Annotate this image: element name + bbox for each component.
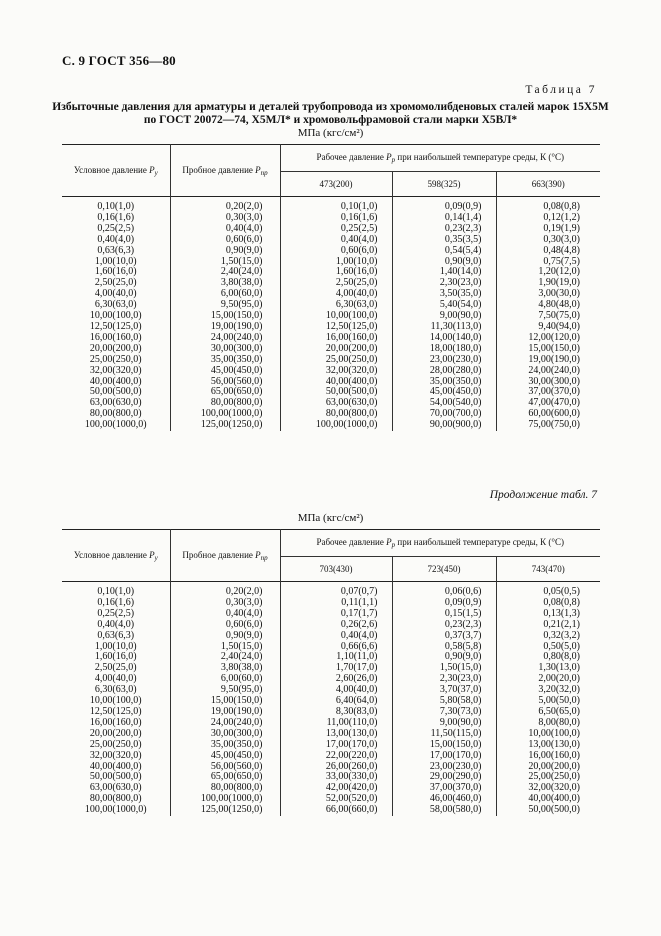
table-cell: 3,20(32,0) xyxy=(496,685,600,696)
table-cell: 14,00(140,0) xyxy=(392,333,496,344)
table-cell: 100,00(1000,0) xyxy=(170,794,280,805)
table-cell: 0,17(1,7) xyxy=(280,609,392,620)
table-cell: 0,14(1,4) xyxy=(392,213,496,224)
header-nominal-pressure: Условное давление $P_у$ xyxy=(73,164,158,177)
header-working-pressure: Рабочее давление $P_р$ при наибольшей температуре среды, К (°С) xyxy=(280,145,600,172)
table-row xyxy=(62,289,600,300)
table-cell: 0,16(1,6) xyxy=(280,213,392,224)
table-cell: 35,00(350,0) xyxy=(392,377,496,388)
table-cell: 35,00(350,0) xyxy=(170,355,280,366)
table-cell: 12,50(125,0) xyxy=(89,705,142,717)
table-cell: 0,60(6,0) xyxy=(170,620,280,631)
table-cell: 0,40(4,0) xyxy=(170,609,280,620)
table-cell: 63,00(630,0) xyxy=(280,398,392,409)
table-cell: 0,30(3,0) xyxy=(170,213,280,224)
table-cell: 1,50(15,0) xyxy=(170,642,280,653)
table-cell: 125,00(1250,0) xyxy=(170,805,280,816)
table-cell: 0,20(2,0) xyxy=(170,587,280,598)
table-cell: 5,00(50,0) xyxy=(496,696,600,707)
table-cell: 1,40(14,0) xyxy=(392,267,496,278)
table-cell: 47,00(470,0) xyxy=(496,398,600,409)
table-cell: 0,60(6,0) xyxy=(170,235,280,246)
pressure-table-2 xyxy=(62,529,600,816)
table-body xyxy=(62,582,600,817)
table-row xyxy=(62,587,600,598)
table-cell: 66,00(660,0) xyxy=(280,805,392,816)
units-label-1: МПа (кгс/см²) xyxy=(297,127,364,139)
table-cell: 45,00(450,0) xyxy=(170,751,280,762)
table-cell: 2,00(20,0) xyxy=(496,674,600,685)
table-cell: 15,00(150,0) xyxy=(496,344,600,355)
header-temp-1: 473(200) xyxy=(280,172,392,197)
table-cell: 2,60(26,0) xyxy=(280,674,392,685)
table-cell: 70,00(700,0) xyxy=(392,409,496,420)
table-cell: 1,70(17,0) xyxy=(280,663,392,674)
table-cell: 18,00(180,0) xyxy=(392,344,496,355)
header-test-pressure: Пробное давление $P_{пр}$ xyxy=(170,530,280,582)
table-cell: 0,35(3,5) xyxy=(392,235,496,246)
table-cell: 8,30(83,0) xyxy=(280,707,392,718)
table-cell: 37,00(370,0) xyxy=(496,387,600,398)
table-cell: 75,00(750,0) xyxy=(496,420,600,431)
table-cell: 0,58(5,8) xyxy=(392,642,496,653)
table-cell: 125,00(1250,0) xyxy=(170,420,280,431)
page-header: С. 9 ГОСТ 356—80 xyxy=(62,53,176,68)
table-cell: 65,00(650,0) xyxy=(170,772,280,783)
table-cell: 80,00(800,0) xyxy=(89,408,142,420)
table-cell: 1,00(10,0) xyxy=(280,257,392,268)
table-cell: 19,00(190,0) xyxy=(170,707,280,718)
table-cell: 11,30(113,0) xyxy=(392,322,496,333)
table-cell: 42,00(420,0) xyxy=(280,783,392,794)
table-cell: 25,00(250,0) xyxy=(496,772,600,783)
table-cell: 63,00(630,0) xyxy=(89,782,142,794)
table-cell: 0,40(4,0) xyxy=(97,233,135,245)
table-cell: 0,23(2,3) xyxy=(392,620,496,631)
table-cell: 0,25(2,5) xyxy=(280,224,392,235)
table-cell: 0,63(6,3) xyxy=(97,244,135,256)
table-cell: 10,00(100,0) xyxy=(496,729,600,740)
table-cell: 16,00(160,0) xyxy=(496,751,600,762)
table-cell: 40,00(400,0) xyxy=(496,794,600,805)
table-cell: 30,00(300,0) xyxy=(170,344,280,355)
table-cell: 9,50(95,0) xyxy=(170,685,280,696)
table-cell: 0,40(4,0) xyxy=(97,618,135,630)
table-cell: 12,00(120,0) xyxy=(496,333,600,344)
table-cell: 0,40(4,0) xyxy=(280,631,392,642)
table-cell: 65,00(650,0) xyxy=(170,387,280,398)
table-cell: 26,00(260,0) xyxy=(280,762,392,773)
table-cell: 0,10(1,0) xyxy=(97,586,135,597)
table-title xyxy=(0,101,661,127)
table-cell: 6,40(64,0) xyxy=(280,696,392,707)
header-working-pressure: Рабочее давление $P_р$ при наибольшей температуре среды, К (°С) xyxy=(280,530,600,557)
table-cell: 0,30(3,0) xyxy=(170,598,280,609)
table-cell: 25,00(250,0) xyxy=(89,353,142,365)
table-cell: 100,00(1000,0) xyxy=(170,409,280,420)
table-cell: 56,00(560,0) xyxy=(170,377,280,388)
table-cell: 5,80(58,0) xyxy=(392,696,496,707)
table-cell: 0,40(4,0) xyxy=(170,224,280,235)
table-cell: 0,07(0,7) xyxy=(280,587,392,598)
table-cell: 10,00(100,0) xyxy=(89,695,142,707)
table-cell: 19,00(190,0) xyxy=(496,355,600,366)
table-row xyxy=(62,751,600,762)
table-row xyxy=(62,696,600,707)
table-cell: 32,00(320,0) xyxy=(89,364,142,376)
table-cell: 35,00(350,0) xyxy=(170,740,280,751)
table-cell: 4,00(40,0) xyxy=(280,685,392,696)
header-temp-3: 663(390) xyxy=(496,172,600,197)
table-row xyxy=(62,278,600,289)
table-cell: 0,16(1,6) xyxy=(97,596,135,608)
header-temp-3: 743(470) xyxy=(496,557,600,582)
table-cell: 0,08(0,8) xyxy=(496,598,600,609)
table-cell: 40,00(400,0) xyxy=(89,760,142,772)
table-cell: 0,90(9,0) xyxy=(170,631,280,642)
table-cell: 0,32(3,2) xyxy=(496,631,600,642)
table-title-line-2: по ГОСТ 20072—74, Х5МЛ* и хромовольфрамовой стали марки Х5ВЛ* xyxy=(143,114,518,126)
table-cell: 20,00(200,0) xyxy=(89,342,142,354)
header-temp-2: 723(450) xyxy=(392,557,496,582)
table-cell: 25,00(250,0) xyxy=(89,738,142,750)
table-cell: 30,00(300,0) xyxy=(170,729,280,740)
table-cell: 4,00(40,0) xyxy=(280,289,392,300)
table-cell: 0,37(3,7) xyxy=(392,631,496,642)
table-cell: 20,00(200,0) xyxy=(89,727,142,739)
table-cell: 0,40(4,0) xyxy=(280,235,392,246)
table-cell: 3,80(38,0) xyxy=(170,278,280,289)
table-cell: 20,00(200,0) xyxy=(496,762,600,773)
table-row xyxy=(62,213,600,224)
table-row xyxy=(62,257,600,268)
table-cell: 0,90(9,0) xyxy=(170,246,280,257)
table-cell: 5,40(54,0) xyxy=(392,300,496,311)
table-cell: 12,50(125,0) xyxy=(280,322,392,333)
table-row xyxy=(62,652,600,663)
table-cell: 0,30(3,0) xyxy=(496,235,600,246)
table-cell: 0,25(2,5) xyxy=(97,607,135,619)
table-cell: 0,80(8,0) xyxy=(496,652,600,663)
table-cell: 3,50(35,0) xyxy=(392,289,496,300)
table-cell: 1,50(15,0) xyxy=(170,257,280,268)
table-cell: 0,16(1,6) xyxy=(97,211,135,223)
table-cell: 29,00(290,0) xyxy=(392,772,496,783)
table-row xyxy=(62,740,600,751)
table-cell: 23,00(230,0) xyxy=(392,762,496,773)
table-row xyxy=(62,420,600,431)
table-cell: 1,60(16,0) xyxy=(94,266,137,278)
table-cell: 0,05(0,5) xyxy=(496,587,600,598)
table-cell: 28,00(280,0) xyxy=(392,366,496,377)
table-cell: 3,00(30,0) xyxy=(496,289,600,300)
table-cell: 0,23(2,3) xyxy=(392,224,496,235)
table-cell: 24,00(240,0) xyxy=(496,366,600,377)
table-cell: 0,10(1,0) xyxy=(97,201,135,212)
table-cell: 1,00(10,0) xyxy=(94,255,137,267)
table-cell: 1,50(15,0) xyxy=(392,663,496,674)
header-test-pressure: Пробное давление $P_{пр}$ xyxy=(170,145,280,197)
table-cell: 0,09(0,9) xyxy=(392,598,496,609)
table-cell: 3,70(37,0) xyxy=(392,685,496,696)
table-row xyxy=(62,355,600,366)
table-cell: 16,00(160,0) xyxy=(280,333,392,344)
table-cell: 4,00(40,0) xyxy=(94,673,137,685)
table-cell: 15,00(150,0) xyxy=(170,311,280,322)
pressure-table-1 xyxy=(62,144,600,431)
table-cell: 7,50(75,0) xyxy=(496,311,600,322)
table-cell: 0,20(2,0) xyxy=(170,202,280,213)
table-cell: 6,30(63,0) xyxy=(94,684,137,696)
table-cell: 1,60(16,0) xyxy=(94,651,137,663)
table-cell: 0,54(5,4) xyxy=(392,246,496,257)
table-cell: 9,00(90,0) xyxy=(392,311,496,322)
table-cell: 80,00(800,0) xyxy=(280,409,392,420)
table-cell: 2,30(23,0) xyxy=(392,278,496,289)
table-row xyxy=(62,366,600,377)
table-cell: 0,63(6,3) xyxy=(97,629,135,641)
table-row xyxy=(62,235,600,246)
table-row xyxy=(62,267,600,278)
table-cell: 9,50(95,0) xyxy=(170,300,280,311)
table-cell: 24,00(240,0) xyxy=(170,718,280,729)
table-row xyxy=(62,224,600,235)
table-cell: 80,00(800,0) xyxy=(170,398,280,409)
table-cell: 80,00(800,0) xyxy=(170,783,280,794)
table-cell: 0,90(9,0) xyxy=(392,652,496,663)
table-cell: 50,00(500,0) xyxy=(280,387,392,398)
table-cell: 80,00(800,0) xyxy=(89,793,142,805)
table-cell: 6,30(63,0) xyxy=(94,299,137,311)
table-cell: 45,00(450,0) xyxy=(392,387,496,398)
table-cell: 0,60(6,0) xyxy=(280,246,392,257)
table-cell: 50,00(500,0) xyxy=(89,771,142,783)
table-cell: 22,00(220,0) xyxy=(280,751,392,762)
table-cell: 0,09(0,9) xyxy=(392,202,496,213)
table-cell: 60,00(600,0) xyxy=(496,409,600,420)
table-row xyxy=(62,685,600,696)
table-cell: 3,80(38,0) xyxy=(170,663,280,674)
table-cell: 0,66(6,6) xyxy=(280,642,392,653)
table-cell: 10,00(100,0) xyxy=(89,310,142,322)
table-row xyxy=(62,620,600,631)
header-temp-1: 703(430) xyxy=(280,557,392,582)
table-cell: 13,00(130,0) xyxy=(280,729,392,740)
table-row xyxy=(62,642,600,653)
table-cell: 50,00(500,0) xyxy=(89,386,142,398)
table-cell: 100,00(1000,0) xyxy=(280,420,392,431)
table-cell: 10,00(100,0) xyxy=(280,311,392,322)
table-cell: 2,50(25,0) xyxy=(280,278,392,289)
table-cell: 32,00(320,0) xyxy=(89,749,142,761)
table-cell: 0,06(0,6) xyxy=(392,587,496,598)
table-cell: 11,00(110,0) xyxy=(280,718,392,729)
table-cell: 25,00(250,0) xyxy=(280,355,392,366)
table-cell: 45,00(450,0) xyxy=(170,366,280,377)
table-cell: 1,30(13,0) xyxy=(496,663,600,674)
table-cell: 40,00(400,0) xyxy=(89,375,142,387)
table-cell: 58,00(580,0) xyxy=(392,805,496,816)
table-cell: 30,00(300,0) xyxy=(496,377,600,388)
table-cell: 100,00(1000,0) xyxy=(84,419,147,431)
header-nominal-pressure: Условное давление $P_у$ xyxy=(73,549,158,562)
table-label: Таблица 7 xyxy=(525,84,597,96)
table-cell: 7,30(73,0) xyxy=(392,707,496,718)
table-cell: 100,00(1000,0) xyxy=(84,804,147,816)
table-cell: 40,00(400,0) xyxy=(280,377,392,388)
table-cell: 6,30(63,0) xyxy=(280,300,392,311)
table-row xyxy=(62,674,600,685)
table-title-line-1: Избыточные давления для арматуры и деталей трубопровода из хромомолибденовых сталей марок 15Х5М xyxy=(52,101,609,113)
table-cell: 54,00(540,0) xyxy=(392,398,496,409)
table-cell: 24,00(240,0) xyxy=(170,333,280,344)
table-cell: 90,00(900,0) xyxy=(392,420,496,431)
table-row xyxy=(62,663,600,674)
table-cell: 37,00(370,0) xyxy=(392,783,496,794)
header-temp-2: 598(325) xyxy=(392,172,496,197)
table-row xyxy=(62,805,600,816)
table-cell: 15,00(150,0) xyxy=(170,696,280,707)
table-cell: 6,50(65,0) xyxy=(496,707,600,718)
table-cell: 32,00(320,0) xyxy=(280,366,392,377)
table-cell: 17,00(170,0) xyxy=(280,740,392,751)
table-cell: 1,00(10,0) xyxy=(94,640,137,652)
table-row xyxy=(62,202,600,213)
table-cell: 33,00(330,0) xyxy=(280,772,392,783)
table-cell: 16,00(160,0) xyxy=(89,716,142,728)
table-cell: 1,90(19,0) xyxy=(496,278,600,289)
table-cell: 23,00(230,0) xyxy=(392,355,496,366)
units-label-2: МПа (кгс/см²) xyxy=(297,512,364,524)
table-cell: 0,50(5,0) xyxy=(496,642,600,653)
table-cell: 2,40(24,0) xyxy=(170,652,280,663)
table-cell: 0,26(2,6) xyxy=(280,620,392,631)
table-cell: 46,00(460,0) xyxy=(392,794,496,805)
continuation-label: Продолжение табл. 7 xyxy=(489,489,597,501)
table-cell: 6,00(60,0) xyxy=(170,289,280,300)
table-cell: 2,40(24,0) xyxy=(170,267,280,278)
table-cell: 56,00(560,0) xyxy=(170,762,280,773)
table-cell: 13,00(130,0) xyxy=(496,740,600,751)
table-cell: 0,10(1,0) xyxy=(280,202,392,213)
table-cell: 19,00(190,0) xyxy=(170,322,280,333)
table-cell: 17,00(170,0) xyxy=(392,751,496,762)
table-cell: 4,80(48,0) xyxy=(496,300,600,311)
table-body xyxy=(62,197,600,432)
table-row xyxy=(62,246,600,257)
table-cell: 6,00(60,0) xyxy=(170,674,280,685)
table-cell: 2,30(23,0) xyxy=(392,674,496,685)
table-cell: 8,00(80,0) xyxy=(496,718,600,729)
table-row xyxy=(62,631,600,642)
table-cell: 4,00(40,0) xyxy=(94,288,137,300)
table-cell: 0,15(1,5) xyxy=(392,609,496,620)
table-row xyxy=(62,609,600,620)
table-cell: 63,00(630,0) xyxy=(89,397,142,409)
table-cell: 0,25(2,5) xyxy=(97,222,135,234)
table-cell: 0,19(1,9) xyxy=(496,224,600,235)
table-cell: 0,48(4,8) xyxy=(496,246,600,257)
table-cell: 0,21(2,1) xyxy=(496,620,600,631)
table-cell: 0,12(1,2) xyxy=(496,213,600,224)
table-cell: 1,20(12,0) xyxy=(496,267,600,278)
table-cell: 32,00(320,0) xyxy=(496,783,600,794)
table-cell: 11,50(115,0) xyxy=(392,729,496,740)
table-cell: 9,00(90,0) xyxy=(392,718,496,729)
table-cell: 1,10(11,0) xyxy=(280,652,392,663)
table-row xyxy=(62,598,600,609)
table-cell: 50,00(500,0) xyxy=(496,805,600,816)
table-cell: 0,11(1,1) xyxy=(280,598,392,609)
table-cell: 0,75(7,5) xyxy=(496,257,600,268)
table-cell: 20,00(200,0) xyxy=(280,344,392,355)
table-cell: 0,08(0,8) xyxy=(496,202,600,213)
table-cell: 1,60(16,0) xyxy=(280,267,392,278)
table-cell: 12,50(125,0) xyxy=(89,320,142,332)
table-cell: 52,00(520,0) xyxy=(280,794,392,805)
table-cell: 9,40(94,0) xyxy=(496,322,600,333)
table-cell: 15,00(150,0) xyxy=(392,740,496,751)
table-cell: 0,13(1,3) xyxy=(496,609,600,620)
table-cell: 2,50(25,0) xyxy=(94,662,137,674)
table-cell: 0,90(9,0) xyxy=(392,257,496,268)
table-cell: 16,00(160,0) xyxy=(89,331,142,343)
table-cell: 2,50(25,0) xyxy=(94,277,137,289)
